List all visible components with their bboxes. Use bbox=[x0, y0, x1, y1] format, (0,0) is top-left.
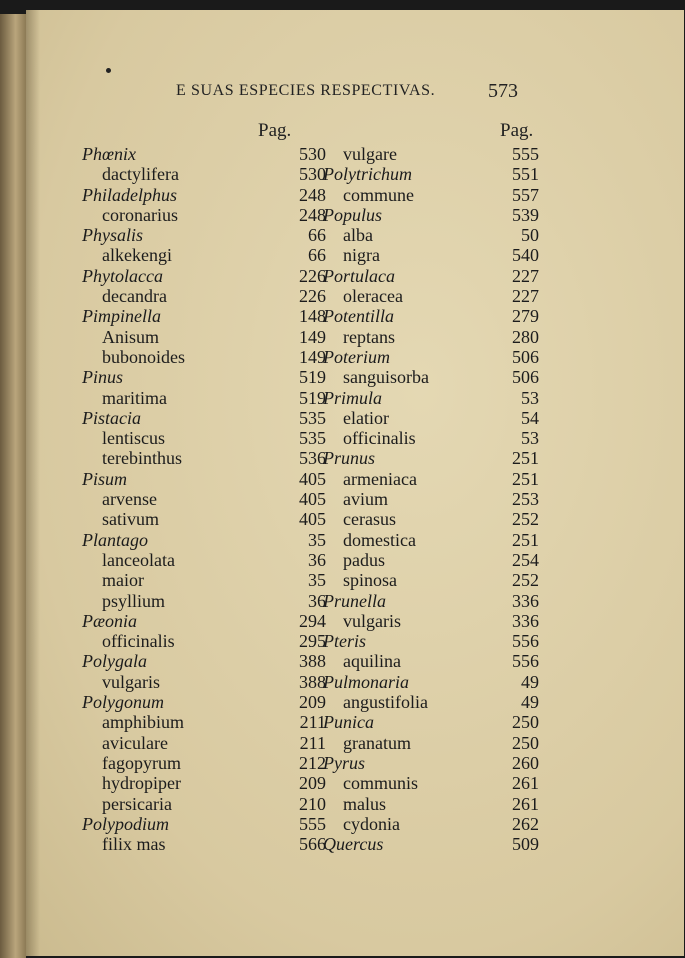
page-reference: 250 bbox=[512, 712, 539, 733]
genus-entry bbox=[323, 205, 539, 225]
species-entry bbox=[82, 164, 326, 184]
species-name: communis bbox=[343, 773, 418, 794]
genus-entry bbox=[82, 144, 326, 164]
genus-entry bbox=[323, 347, 539, 367]
page-reference: 405 bbox=[299, 509, 326, 530]
species-name: angustifolia bbox=[343, 692, 428, 713]
species-name: spinosa bbox=[343, 570, 397, 591]
genus-name: Polypodium bbox=[82, 813, 169, 834]
species-entry bbox=[323, 651, 539, 671]
page-reference: 519 bbox=[299, 367, 326, 388]
species-entry bbox=[323, 327, 539, 347]
species-name: aquilina bbox=[343, 651, 401, 672]
genus-entry bbox=[323, 164, 539, 184]
page-reference: 336 bbox=[512, 610, 539, 631]
species-entry bbox=[323, 773, 539, 793]
genus-entry bbox=[82, 225, 326, 245]
species-name: aviculare bbox=[102, 732, 168, 753]
genus-entry bbox=[323, 448, 539, 468]
page-reference: 227 bbox=[512, 265, 539, 286]
page-reference: 54 bbox=[521, 407, 539, 428]
page-reference: 211 bbox=[299, 732, 326, 753]
species-name: lanceolata bbox=[102, 549, 175, 570]
page-reference: 49 bbox=[521, 692, 539, 713]
page-reference: 66 bbox=[308, 245, 326, 266]
page-reference: 294 bbox=[299, 610, 326, 631]
species-entry bbox=[82, 489, 326, 509]
species-name: hydropiper bbox=[102, 773, 181, 794]
page-reference: 280 bbox=[512, 326, 539, 347]
genus-entry bbox=[82, 692, 326, 712]
page-reference: 519 bbox=[299, 387, 326, 408]
genus-entry bbox=[323, 266, 539, 286]
species-entry bbox=[323, 509, 539, 529]
species-name: lentiscus bbox=[102, 428, 165, 449]
species-entry bbox=[323, 794, 539, 814]
page-number: 573 bbox=[488, 80, 518, 102]
genus-entry bbox=[82, 651, 326, 671]
page-reference: 536 bbox=[299, 448, 326, 469]
page-reference: 539 bbox=[512, 204, 539, 225]
genus-name: Phœnix bbox=[82, 144, 136, 164]
species-name: dactylifera bbox=[102, 164, 179, 185]
species-entry bbox=[323, 245, 539, 265]
species-name: vulgaris bbox=[343, 610, 401, 631]
genus-entry bbox=[323, 672, 539, 692]
genus-name: Portulaca bbox=[323, 265, 395, 286]
page-reference: 253 bbox=[512, 489, 539, 510]
species-name: psyllium bbox=[102, 590, 166, 611]
index-column-right bbox=[323, 144, 539, 854]
species-name: amphibium bbox=[102, 712, 184, 733]
genus-name: Quercus bbox=[323, 834, 384, 855]
page-reference: 261 bbox=[512, 793, 539, 814]
page-reference: 209 bbox=[299, 692, 326, 713]
species-entry bbox=[82, 205, 326, 225]
species-entry bbox=[323, 286, 539, 306]
page-reference: 405 bbox=[299, 489, 326, 510]
page-reference: 540 bbox=[512, 245, 539, 266]
page-reference: 210 bbox=[299, 793, 326, 814]
genus-name: Pulmonaria bbox=[323, 671, 410, 692]
species-entry bbox=[323, 408, 539, 428]
species-name: armeniaca bbox=[343, 468, 417, 489]
page-reference: 566 bbox=[299, 834, 326, 855]
genus-entry bbox=[82, 611, 326, 631]
genus-entry bbox=[323, 306, 539, 326]
species-entry bbox=[82, 550, 326, 570]
genus-entry bbox=[323, 591, 539, 611]
species-name: sativum bbox=[102, 509, 159, 530]
page-reference: 252 bbox=[512, 570, 539, 591]
page-reference: 506 bbox=[512, 367, 539, 388]
page-reference: 149 bbox=[299, 346, 326, 367]
species-name: persicaria bbox=[102, 793, 172, 814]
genus-name: Phytolacca bbox=[82, 265, 163, 286]
species-entry bbox=[323, 469, 539, 489]
page-reference: 248 bbox=[299, 204, 326, 225]
page-reference: 405 bbox=[299, 468, 326, 489]
species-entry bbox=[323, 611, 539, 631]
page-reference: 50 bbox=[521, 225, 539, 246]
genus-name: Pinus bbox=[82, 367, 124, 388]
species-name: maritima bbox=[102, 387, 167, 408]
species-entry bbox=[82, 773, 326, 793]
genus-name: Potentilla bbox=[323, 306, 394, 327]
species-name: commune bbox=[343, 184, 414, 205]
right-column-heading: Pag. bbox=[500, 120, 534, 141]
page-reference: 336 bbox=[512, 590, 539, 611]
species-name: bubonoides bbox=[102, 346, 185, 367]
genus-entry bbox=[82, 408, 326, 428]
species-entry bbox=[82, 631, 326, 651]
species-entry bbox=[323, 550, 539, 570]
species-entry bbox=[82, 712, 326, 732]
species-entry bbox=[323, 428, 539, 448]
species-entry bbox=[82, 428, 326, 448]
genus-name: Prunus bbox=[323, 448, 376, 469]
genus-name: Polytrichum bbox=[323, 164, 412, 185]
species-name: filix mas bbox=[102, 834, 166, 855]
species-name: terebinthus bbox=[102, 448, 182, 469]
species-entry bbox=[82, 388, 326, 408]
species-name: arvense bbox=[102, 489, 157, 510]
genus-name: Pyrus bbox=[323, 752, 365, 773]
species-entry bbox=[323, 692, 539, 712]
genus-name: Polygala bbox=[82, 651, 147, 672]
species-name: sanguisorba bbox=[343, 367, 429, 388]
page-reference: 53 bbox=[521, 428, 539, 449]
ink-dot bbox=[106, 68, 111, 73]
species-name: alkekengi bbox=[102, 245, 172, 266]
page-reference: 66 bbox=[308, 225, 326, 246]
page-reference: 556 bbox=[512, 651, 539, 672]
page-reference: 248 bbox=[299, 184, 326, 205]
spine-shadow bbox=[26, 10, 40, 956]
page-reference: 250 bbox=[512, 732, 539, 753]
species-name: domestica bbox=[343, 529, 416, 550]
genus-entry bbox=[82, 530, 326, 550]
facing-page-edge bbox=[0, 14, 26, 958]
page-reference: 35 bbox=[308, 529, 326, 550]
species-entry bbox=[82, 753, 326, 773]
species-name: malus bbox=[343, 793, 386, 814]
page-reference: 556 bbox=[512, 631, 539, 652]
page-reference: 530 bbox=[299, 164, 326, 185]
genus-name: Populus bbox=[323, 204, 383, 225]
genus-entry bbox=[82, 367, 326, 387]
genus-name: Primula bbox=[323, 387, 383, 408]
page-reference: 530 bbox=[299, 144, 326, 164]
genus-name: Plantago bbox=[82, 529, 148, 550]
page-reference: 149 bbox=[299, 326, 326, 347]
species-name: coronarius bbox=[102, 204, 178, 225]
genus-entry bbox=[82, 185, 326, 205]
species-entry bbox=[82, 509, 326, 529]
genus-entry bbox=[323, 834, 539, 854]
page-reference: 551 bbox=[512, 164, 539, 185]
left-column-heading: Pag. bbox=[258, 120, 292, 141]
page-reference: 49 bbox=[521, 671, 539, 692]
page-reference: 226 bbox=[299, 286, 326, 307]
genus-entry bbox=[82, 306, 326, 326]
species-name: Anisum bbox=[102, 326, 160, 347]
genus-entry bbox=[82, 266, 326, 286]
page-reference: 388 bbox=[299, 651, 326, 672]
species-name: fagopyrum bbox=[102, 752, 181, 773]
genus-name: Physalis bbox=[82, 225, 143, 246]
species-entry bbox=[323, 489, 539, 509]
genus-name: Poterium bbox=[323, 346, 390, 367]
page-reference: 209 bbox=[299, 773, 326, 794]
page-reference: 535 bbox=[299, 407, 326, 428]
page-reference: 251 bbox=[512, 448, 539, 469]
page-reference: 506 bbox=[512, 346, 539, 367]
index-column-left bbox=[82, 144, 326, 854]
species-entry bbox=[82, 834, 326, 854]
page-reference: 35 bbox=[308, 570, 326, 591]
species-name: oleracea bbox=[343, 286, 403, 307]
page-reference: 509 bbox=[512, 834, 539, 855]
book-page bbox=[26, 10, 684, 956]
species-name: vulgare bbox=[343, 144, 397, 164]
page-reference: 295 bbox=[299, 631, 326, 652]
genus-name: Prunella bbox=[323, 590, 386, 611]
page-reference: 260 bbox=[512, 752, 539, 773]
species-entry bbox=[82, 327, 326, 347]
page-reference: 557 bbox=[512, 184, 539, 205]
page-reference: 251 bbox=[512, 529, 539, 550]
species-entry bbox=[323, 570, 539, 590]
page-reference: 252 bbox=[512, 509, 539, 530]
species-entry bbox=[323, 185, 539, 205]
page-reference: 261 bbox=[512, 773, 539, 794]
genus-name: Pimpinella bbox=[82, 306, 161, 327]
page-reference: 555 bbox=[512, 144, 539, 164]
species-name: decandra bbox=[102, 286, 167, 307]
species-entry bbox=[323, 367, 539, 387]
genus-entry bbox=[82, 814, 326, 834]
species-name: maior bbox=[102, 570, 144, 591]
genus-entry bbox=[82, 469, 326, 489]
page-reference: 535 bbox=[299, 428, 326, 449]
species-name: cerasus bbox=[343, 509, 396, 530]
species-entry bbox=[82, 733, 326, 753]
species-name: elatior bbox=[343, 407, 389, 428]
page-reference: 226 bbox=[299, 265, 326, 286]
species-name: vulgaris bbox=[102, 671, 160, 692]
running-title: E SUAS ESPECIES RESPECTIVAS. bbox=[176, 82, 436, 99]
genus-name: Pisum bbox=[82, 468, 127, 489]
genus-name: Polygonum bbox=[82, 692, 164, 713]
page-reference: 148 bbox=[299, 306, 326, 327]
page-reference: 212 bbox=[299, 752, 326, 773]
page-reference: 555 bbox=[299, 813, 326, 834]
genus-name: Punica bbox=[323, 712, 374, 733]
species-entry bbox=[323, 530, 539, 550]
genus-entry bbox=[323, 753, 539, 773]
species-entry bbox=[82, 286, 326, 306]
genus-entry bbox=[323, 388, 539, 408]
species-entry bbox=[82, 794, 326, 814]
genus-name: Pistacia bbox=[82, 407, 141, 428]
page-reference: 36 bbox=[308, 590, 326, 611]
species-name: avium bbox=[343, 489, 388, 510]
page-reference: 279 bbox=[512, 306, 539, 327]
species-name: granatum bbox=[343, 732, 411, 753]
page-reference: 251 bbox=[512, 468, 539, 489]
species-name: nigra bbox=[343, 245, 380, 266]
species-name: officinalis bbox=[102, 631, 175, 652]
species-entry bbox=[82, 672, 326, 692]
species-name: padus bbox=[343, 549, 385, 570]
species-entry bbox=[323, 733, 539, 753]
species-entry bbox=[82, 245, 326, 265]
page-reference: 227 bbox=[512, 286, 539, 307]
genus-entry bbox=[323, 712, 539, 732]
species-entry bbox=[323, 814, 539, 834]
page-reference: 36 bbox=[308, 549, 326, 570]
page-reference: 254 bbox=[512, 549, 539, 570]
page-reference: 53 bbox=[521, 387, 539, 408]
species-entry bbox=[82, 347, 326, 367]
species-name: reptans bbox=[343, 326, 395, 347]
genus-entry bbox=[323, 631, 539, 651]
page-reference: 211 bbox=[299, 712, 326, 733]
genus-name: Philadelphus bbox=[82, 184, 177, 205]
species-name: officinalis bbox=[343, 428, 416, 449]
species-entry bbox=[82, 448, 326, 468]
genus-name: Pteris bbox=[323, 631, 366, 652]
species-entry bbox=[323, 144, 539, 164]
page-reference: 388 bbox=[299, 671, 326, 692]
species-name: alba bbox=[343, 225, 373, 246]
page-reference: 262 bbox=[512, 813, 539, 834]
species-name: cydonia bbox=[343, 813, 400, 834]
species-entry bbox=[323, 225, 539, 245]
species-entry bbox=[82, 591, 326, 611]
genus-name: Pæonia bbox=[82, 610, 138, 631]
species-entry bbox=[82, 570, 326, 590]
